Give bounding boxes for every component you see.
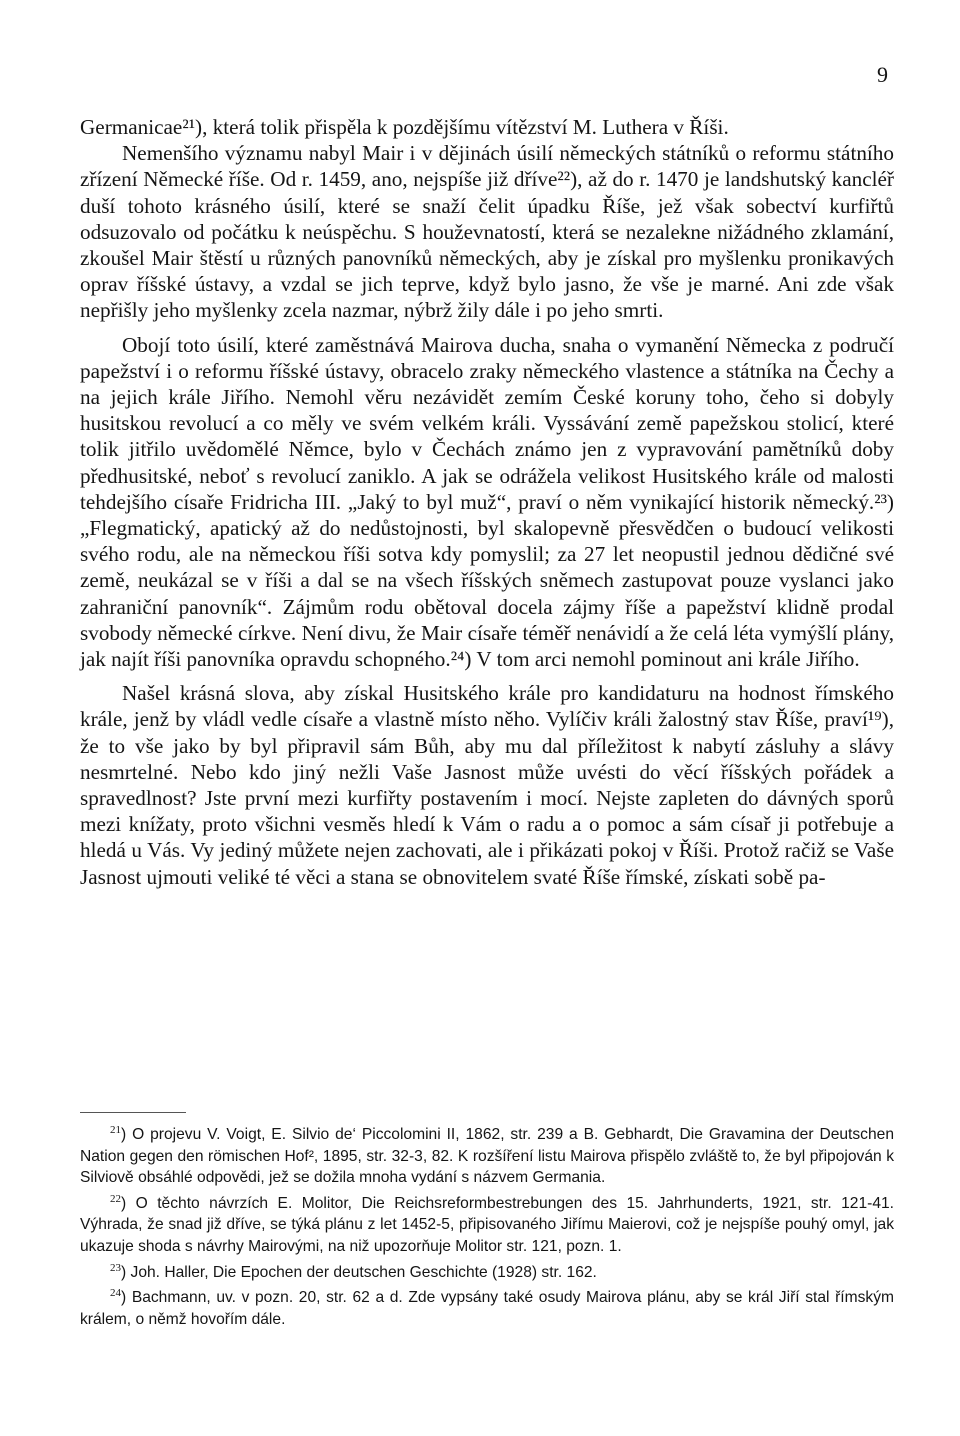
footnote-23	[80, 1262, 894, 1284]
paragraph-continuation: Germanicae²¹), která tolik přispěla k pozdějšímu vítězství M. Luthera v Říši.	[80, 115, 729, 139]
footnote-text: ) O těchto návrzích E. Molitor, Die Reichsreformbestrebungen des 15. Jahrhunderts, 1921, str. 121-41. Výhrada, že snad již dříve, se týká plánu z let 1452-5, připisovaného Jiřímu Maierovi, což je nejspíše pouhý omyl, jak ukazuje shoda s návrhy Mairovými, na niž upozorňuje Molitor str. 121, pozn. 1.	[80, 1194, 894, 1255]
footnote-text: ) Joh. Haller, Die Epochen der deutschen Geschichte (1928) str. 162.	[121, 1263, 597, 1281]
paragraph-candidacy: Našel krásná slova, aby získal Husitského krále pro kandidaturu na hodnost římského krále, jenž by vládl vedle císaře a vlastně místo něho. Vylíčiv králi žalostný stav Říše, praví¹⁹), že to vše jako by byl připravil sám Bůh, aby mu dal příležitost k nabytí zásluhy a slávy nesmrtelné. Nebo kdo jiný nežli Vaše Jasnost může uvésti do věcí říšských pořádek a spravedlnost? Jste první mezi kurfiřty postavením i mocí. Nejste zapleten do dávných sporů mezi knížaty, proto všichni vesměs hledí k Vám o radu a o pomoc a sám císař ji potřebuje a hledá u Vás. Vy jediný můžete nejen zachovati, ale i přikázati pokoj v Říši. Protož račiž se Vaše Jasnost ujmouti veliké té věci a stana se obnovitelem svaté Říše římské, získati sobě pa-	[80, 681, 894, 889]
footnotes	[80, 1124, 894, 1334]
paragraph-bohemia: Obojí toto úsilí, které zaměstnává Mairova ducha, snaha o vymanění Německa z područí papežství i o reformu říšské ústavy, obracelo zraky německého vlastence a státníka na Čechy a na jejich krále Jiřího. Nemohl věru nezávidět zemím České koruny toho, čeho si dobyly husitskou revolucí a co měly ve svém velkém králi. Vyssávání země papežskou stolicí, které tolik jitřilo uvědomělé Němce, bylo v Čechách známo jen z vypravování pamětníků doby předhusitské, neboť s revolucí zaniklo. A jak se odrážela velikost Husitského krále od malosti tehdejšího císaře Fridricha III. „Jaký to byl muž“, praví o něm vynikající historik německý.²³) „Flegmatický, apatický až do nedůstojnosti, byl skalopevně přesvědčen o budoucí velikosti svého rodu, ale na německou říši sotva kdy pomyslil; za 27 let neopustil jednou dědičné své země, neukázal se v říši a dal se na všech říšských sněmech zastupovat pouze vyslanci jako zahraniční panovník“. Zájmům rodu obětoval docela zájmy říše a papežství klidně prodal svobody německé církve. Není divu, že Mair císaře téměř nenávidí a že celá léta vymýšlí plány, jak najít říši panovníka opravdu schopného.²⁴) V tom arci nemohl pominout ani krále Jiřího.	[80, 332, 894, 672]
body-text	[80, 114, 894, 890]
footnote-divider	[80, 1112, 186, 1113]
footnote-24	[80, 1287, 894, 1330]
footnote-marker: 21	[110, 1123, 121, 1136]
footnote-marker: 23	[110, 1261, 121, 1274]
footnote-marker: 22	[110, 1192, 121, 1205]
paragraph-reform: Nemenšího významu nabyl Mair i v dějinách úsilí německých státníků o reformu státního zřízení Německé říše. Od r. 1459, ano, nejspíše již dříve²²), až do r. 1470 je landshutský kancléř duší tohoto krásného úsilí, které se snaží čelit úpadku Říše, jež však sobectví kurfiřtů odsuzovalo od počátku k neúspěchu. S houževnatostí, která se nezalekne nižádného zklamání, zkoušel Mair štěstí u různých panovníků německých, aby je získal pro myšlenku pronikavých oprav říšské ústavy, a vzdal se jich teprve, když bylo jasno, že vše je marné. Ani zde však nepřišly jeho myšlenky zcela nazmar, nýbrž žily dále i po jeho smrti.	[80, 141, 894, 323]
footnote-21	[80, 1124, 894, 1189]
footnote-22	[80, 1193, 894, 1258]
footnote-text: ) O projevu V. Voigt, E. Silvio de‘ Piccolomini II, 1862, str. 239 a B. Gebhardt, Die Gravamina der Deutschen Nation gegen den römischen Hof², 1895, str. 32-3, 82. K rozšíření listu Mairova přispělo zvláště to, že byl připojován k Silviově obsáhlé odpovědi, jež se dožila mnoha vydání s názvem Germania.	[80, 1126, 894, 1187]
footnote-text: ) Bachmann, uv. v pozn. 20, str. 62 a d. Zde vypsány také osudy Mairova plánu, aby se král Jiří stal římským králem, o němž hovořím dále.	[80, 1289, 894, 1328]
page-number: 9	[877, 62, 888, 87]
footnote-marker: 24	[110, 1286, 121, 1299]
